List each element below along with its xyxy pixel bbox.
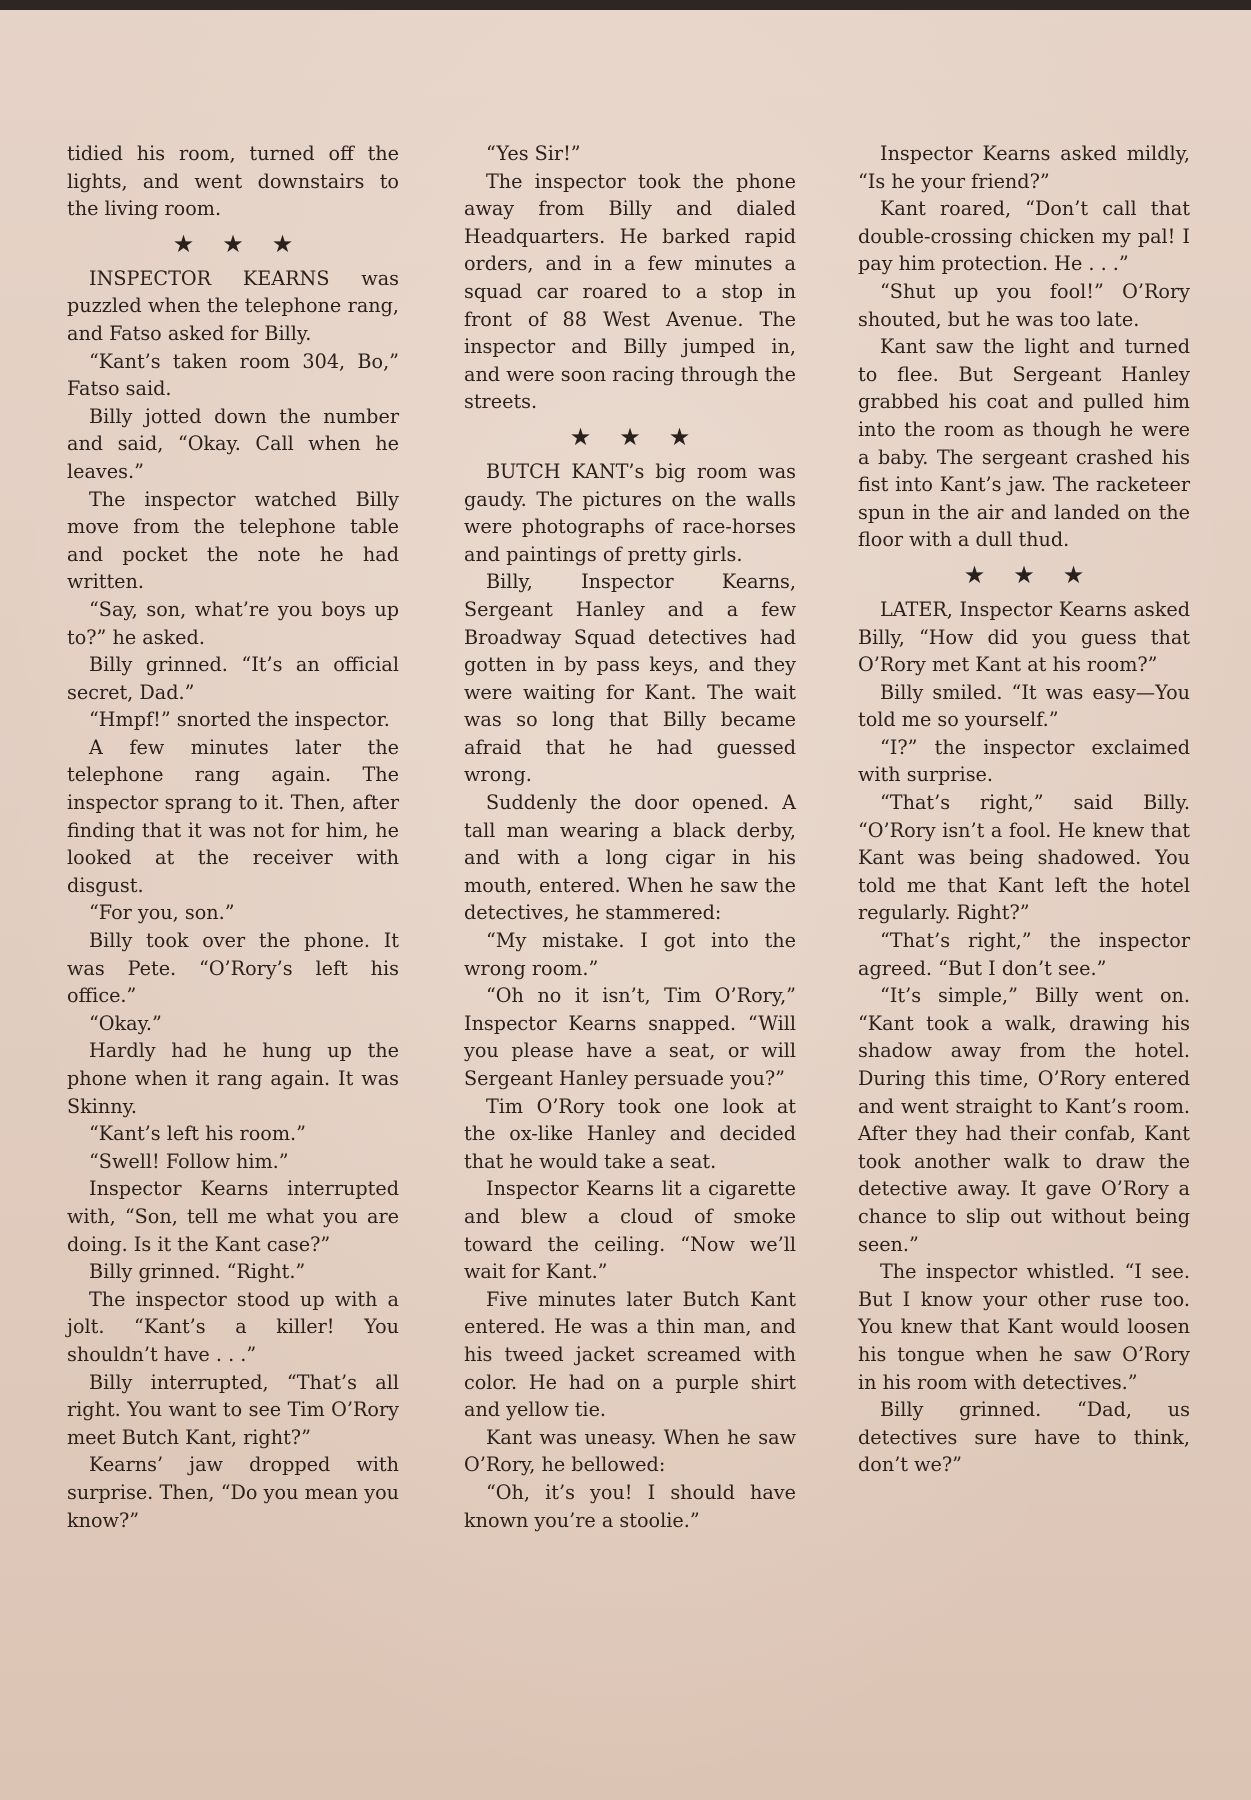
story-paragraph: “I?” the inspector exclaimed with surprise. — [858, 735, 1190, 787]
story-paragraph: Billy took over the phone. It was Pete. “O’Rory’s left his office.” — [67, 929, 399, 1008]
story-paragraph: INSPECTOR KEARNS was puzzled when the telephone rang, and Fatso asked for Billy. — [67, 266, 399, 345]
story-paragraph: “Kant’s taken room 304, Bo,” Fatso said. — [67, 349, 399, 401]
story-paragraph: “That’s right,” said Billy. “O’Rory isn’t a fool. He knew that Kant was being shadowed. You told me that Kant left the hotel regularly. Right?” — [858, 791, 1190, 925]
text-column-3 — [858, 140, 1190, 1479]
section-break-stars: ★ ★ ★ — [172, 229, 294, 258]
story-paragraph: “Shut up you fool!” O’Rory shouted, but he was too late. — [858, 279, 1190, 331]
story-paragraph: Billy interrupted, “That’s all right. You want to see Tim O’Rory meet Butch Kant, right?” — [67, 1370, 399, 1449]
story-paragraph: Billy grinned. “Right.” — [89, 1260, 306, 1284]
story-paragraph: The inspector stood up with a jolt. “Kant’s a killer! You shouldn’t have . . .” — [67, 1287, 399, 1366]
story-paragraph: Tim O’Rory took one look at the ox-like Hanley and decided that he would take a seat. — [464, 1094, 796, 1173]
section-break-stars: ★ ★ ★ — [963, 560, 1085, 589]
story-paragraph: Billy smiled. “It was easy—You told me so yourself.” — [858, 680, 1190, 732]
story-paragraph: LATER, Inspector Kearns asked Billy, “How did you guess that O’Rory met Kant at his room?” — [858, 597, 1190, 677]
story-paragraph: “For you, son.” — [89, 901, 235, 925]
story-paragraph: BUTCH KANT’s big room was gaudy. The pictures on the walls were photographs of race-horses and paintings of pretty girls. — [464, 459, 796, 566]
text-column-1 — [67, 140, 399, 1534]
story-paragraph: “Oh no it isn’t, Tim O’Rory,” Inspector Kearns snapped. “Will you please have a seat, or will Sergeant Hanley persuade you?” — [464, 984, 796, 1090]
story-paragraph: “Swell! Follow him.” — [89, 1149, 289, 1173]
story-paragraph: Five minutes later Butch Kant entered. He was a thin man, and his tweed jacket screamed with color. He had on a purple shirt and yellow tie. — [464, 1287, 796, 1422]
story-paragraph: Hardly had he hung up the phone when it rang again. It was Skinny. — [67, 1039, 399, 1118]
story-paragraph: Billy jotted down the number and said, “Okay. Call when he leaves.” — [67, 404, 399, 483]
story-paragraph: tidied his room, turned off the lights, and went downstairs to the living room. — [67, 142, 399, 221]
text-column-2 — [464, 140, 796, 1534]
story-paragraph: “That’s right,” the inspector agreed. “But I don’t see.” — [858, 929, 1190, 980]
story-paragraph: Inspector Kearns lit a cigarette and blew a cloud of smoke toward the ceiling. “Now we’ll wait for Kant.” — [464, 1177, 796, 1284]
story-paragraph: Suddenly the door opened. A tall man wearing a black derby, and with a long cigar in his mouth, entered. When he saw the detectives, he stammered: — [464, 791, 796, 925]
story-paragraph: The inspector whistled. “I see. But I know your other ruse too. You knew that Kant would loosen his tongue when he saw O’Rory in his room with detectives.” — [858, 1260, 1190, 1394]
story-paragraph: “Yes Sir!” — [486, 142, 581, 165]
story-paragraph: Kant saw the light and turned to flee. But Sergeant Hanley grabbed his coat and pulled him into the room as though he were a baby. The sergeant crashed his fist into Kant’s jaw. The racketeer spun in the air and landed on the floor with a dull thud. — [858, 335, 1190, 552]
story-paragraph: “Hmpf!” snorted the inspector. — [89, 708, 390, 732]
story-paragraph: The inspector watched Billy move from the telephone table and pocket the note he had written. — [67, 487, 399, 594]
story-paragraph: Kearns’ jaw dropped with surprise. Then, “Do you mean you know?” — [67, 1453, 399, 1532]
story-paragraph: Billy grinned. “It’s an official secret, Dad.” — [67, 653, 399, 704]
story-paragraph: “Oh, it’s you! I should have known you’re a stoolie.” — [464, 1480, 796, 1532]
story-paragraph: “My mistake. I got into the wrong room.” — [464, 929, 796, 980]
story-paragraph: Inspector Kearns interrupted with, “Son, tell me what you are doing. Is it the Kant case?” — [67, 1177, 399, 1256]
section-break-stars: ★ ★ ★ — [569, 422, 691, 451]
story-paragraph: “Okay.” — [89, 1011, 162, 1035]
page-top-edge — [0, 0, 1251, 10]
story-paragraph: Inspector Kearns asked mildly, “Is he your friend?” — [858, 142, 1190, 193]
story-paragraph: Kant roared, “Don’t call that double-crossing chicken my pal! I pay him protection. He . . .” — [858, 197, 1190, 276]
story-paragraph: Billy, Inspector Kearns, Sergeant Hanley and a few Broadway Squad detectives had gotten in by pass keys, and they were waiting for Kant. The wait was so long that Billy became afraid that he had guessed wrong. — [464, 570, 796, 787]
story-paragraph: “Kant’s left his room.” — [89, 1122, 306, 1146]
story-paragraph: “Say, son, what’re you boys up to?” he asked. — [67, 597, 399, 649]
story-paragraph: “It’s simple,” Billy went on. “Kant took a walk, drawing his shadow away from the hotel. During this time, O’Rory entered and went straight to Kant’s room. After they had their confab, Kant took another walk to draw the detective away. It gave O’Rory a chance to slip out without being seen.” — [858, 984, 1190, 1256]
story-paragraph: A few minutes later the telephone rang again. The inspector sprang to it. Then, after finding that it was not for him, he looked at the receiver with disgust. — [67, 735, 399, 897]
story-paragraph: Billy grinned. “Dad, us detectives sure have to think, don’t we?” — [858, 1398, 1190, 1477]
story-paragraph: Kant was uneasy. When he saw O’Rory, he bellowed: — [464, 1425, 796, 1477]
story-paragraph: The inspector took the phone away from Billy and dialed Headquarters. He barked rapid orders, and in a few minutes a squad car roared to a stop in front of 88 West Avenue. The inspector and Billy jumped in, and were soon racing through the streets. — [464, 169, 796, 414]
